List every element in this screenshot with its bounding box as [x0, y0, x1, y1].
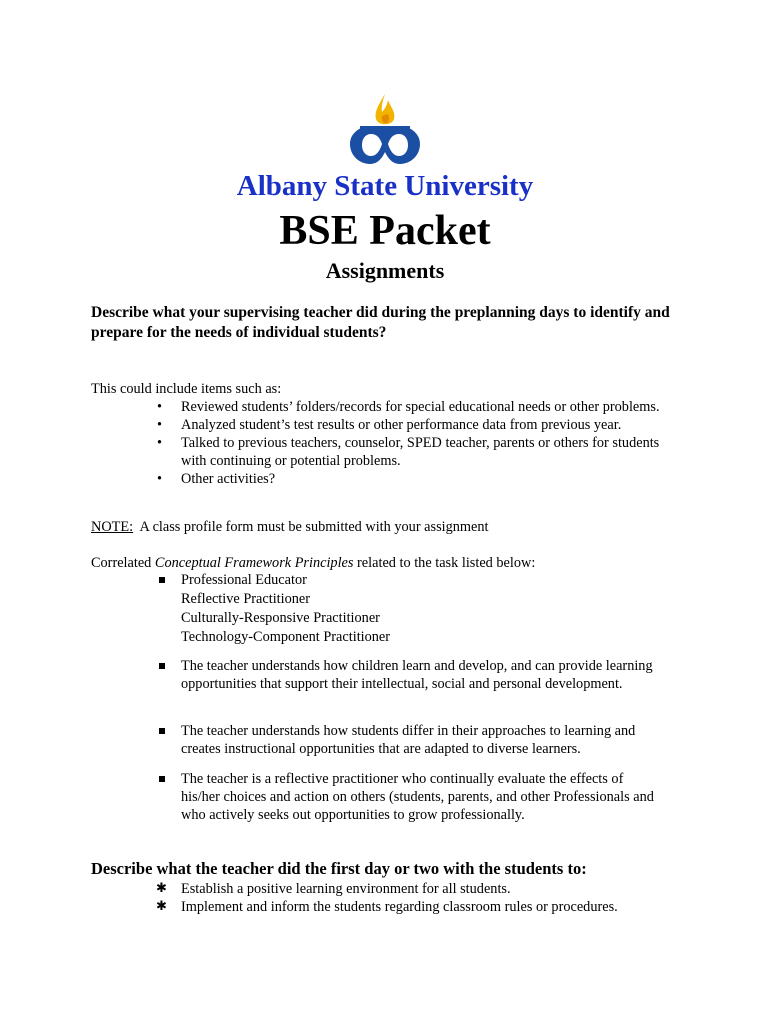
list-item: Culturally-Responsive Practitioner [181, 610, 380, 626]
note-label: NOTE: [91, 519, 134, 535]
list-item: • Analyzed student’s test results or other performance data from previous year. [157, 417, 622, 433]
page-subtitle: Assignments [325, 258, 445, 283]
square-bullet-icon [159, 728, 165, 734]
list-item: The teacher is a reflective practitioner who continually evaluate the effects of his/her choices and action on others (students, parents, and other Professionals and who actively seeks out opportunities to grow professionally. [181, 770, 661, 824]
standard-list-3 [181, 770, 661, 824]
note-text: A class profile form must be submitted with your assignment [133, 519, 489, 535]
preplanning-list [157, 398, 681, 488]
star-bullet-icon: ✱ [156, 880, 167, 895]
question-preplanning: Describe what your supervising teacher did during the preplanning days to identify and prepare for the needs of individual students? [91, 304, 670, 341]
university-logo [346, 92, 424, 168]
list-item: • Reviewed students’ folders/records for special educational needs or other problems. [157, 399, 660, 415]
question-first-day: Describe what the teacher did the first day or two with the students to: [91, 859, 587, 878]
bullet-icon: • [157, 417, 163, 433]
standard-list-2 [181, 722, 671, 758]
bullet-icon: • [157, 435, 163, 451]
star-bullet-icon: ✱ [156, 898, 167, 913]
standard-list-1 [181, 657, 681, 693]
principles-list [181, 571, 681, 647]
list-item: Professional Educator [181, 571, 681, 590]
university-name: Albany State University [236, 170, 534, 202]
list-item: The teacher understands how children learn and develop, and can provide learning opportunities that support their intellectual, social and personal development. [181, 657, 681, 693]
list-item: ✱ Establish a positive learning environment for all students. [156, 880, 511, 897]
bullet-icon: • [157, 399, 163, 415]
items-intro: This could include items such as: [91, 381, 282, 397]
list-item: • Other activities? [157, 471, 276, 487]
first-day-list [156, 880, 681, 916]
square-bullet-icon [159, 663, 165, 669]
list-item: • Talked to previous teachers, counselor, SPED teacher, parents or others for students with continuing or potential problems. [157, 435, 660, 469]
list-item: Technology-Component Practitioner [181, 629, 391, 645]
correlated-intro: Correlated Conceptual Framework Principles related to the task listed below: [91, 555, 536, 571]
page-title: BSE Packet [279, 208, 491, 254]
list-item: ✱ Implement and inform the students regarding classroom rules or procedures. [156, 898, 618, 915]
square-bullet-icon [159, 776, 165, 782]
list-item: Reflective Practitioner [181, 591, 311, 607]
list-item: The teacher understands how students differ in their approaches to learning and creates instructional opportunities that are adapted to diverse learners. [181, 722, 671, 758]
square-bullet-icon [159, 577, 165, 583]
note [91, 518, 489, 536]
bullet-icon: • [157, 471, 163, 487]
